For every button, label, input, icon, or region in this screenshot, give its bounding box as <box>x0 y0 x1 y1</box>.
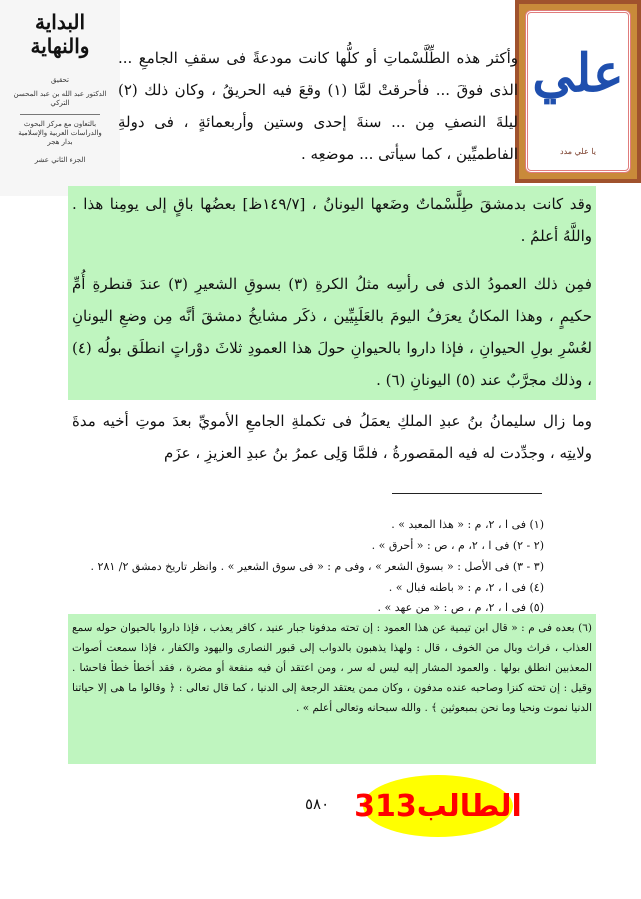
ornament-frame <box>525 10 631 173</box>
ornament-calligraphy-text: علي <box>532 43 624 104</box>
cover-line-3: بالتعاون مع مركز البحوث والدراسات العربية والإسلامية بدار هجر <box>18 120 102 146</box>
cover-title: البداية والنهاية <box>30 10 90 58</box>
footnote-divider <box>392 493 542 494</box>
page-number: ٥٨٠ <box>305 795 330 813</box>
cover-line-1: تحقيق <box>51 76 69 84</box>
footnote-2: (٢ - ٢) فى ا ، ٢، م ، ص : « أحرق » . <box>371 539 544 552</box>
body-paragraph-2: وقد كانت بدمشقَ طِلَّسْماتٌ وضَعها اليونانُ ، [١٤٩/٧ظ] بعضُها باقٍ إلى يومِنا هذا . واللَّهُ أعلمُ . <box>72 195 592 245</box>
footnote-5: (٥) فى ا ، ٢، م ، ص : « من عهد » . <box>377 601 544 614</box>
watermark-badge: الطالب313 <box>363 775 513 837</box>
body-paragraph-4: وما زال سليمانُ بنُ عبدِ الملكِ يعمَلُ فى تكملةِ الجامعِ الأمويِّ بعدَ موتِ أخيه مدةَ ولايتِه ، وجدِّدت له فيه المقصورةُ ، فلمَّا وَلِى عمرُ بنُ عبدِ العزيزِ ، عزَم <box>72 412 592 462</box>
calligraphy-ornament <box>515 0 641 183</box>
cover-divider <box>20 114 100 115</box>
cover-line-2: الدكتور عبد الله بن عبد المحسن التركي <box>13 90 107 107</box>
footnote-6: (٦) بعده فى م : « قال ابن تيمية عن هذا العمود : إن تحته مدفونا جبار عنيد ، كافر يعذب ، فإذا داروا بالحيوان حوله سمع العذاب ، فراث وبال من الخوف ، قال : ولهذا يذهبون بالدواب إلى قبور النصارى واليهود والكفار ، فإذا سمعت أصوات المعذبين انطلق بولها . والعمود المشار إليه ليس له سر ، ومن اعتقد أن فيه منفعة أو مضرة ، فقد أخطأ خطأ فاحشا . وقيل : إن تحته كنزا وصاحبه عنده مدفون ، وكان ممن يعتقد الرجعة إلى الدنيا ، كما قال تعالى : ﴿ وقالوا ما هى إلا حياتنا الدنيا نموت ونحيا وما نحن بمبعوثين ﴾ . والله سبحانه وتعالى أعلم » . <box>72 622 592 714</box>
footnote-4: (٤) فى ا ، ٢، م : « باطنه فبال » . <box>388 581 544 594</box>
cover-line-4: الجزء الثاني عشر <box>34 156 86 164</box>
body-paragraph-3: فمِن ذلك العمودُ الذى فى رأسِه مثلُ الكرةِ (٣) بسوقِ الشعيرِ (٣) عندَ قنطرةِ أُمِّ حكيمٍ ، وهذا المكانُ يعرَفُ اليومَ بالعَلَبِيِّين ، ذكَر مشايخُ دمشقَ أنَّه مِن وضعِ اليونانِ لعُسْرِ بولِ الحيوانِ ، فإذا داروا بالحيوانِ حولَ هذا العمودِ ثلاثَ دوْراتٍ انطلَق بولُه (٤) ، وذلك مجرَّبٌ عند (٥) اليونانِ (٦) . <box>72 275 592 389</box>
footnote-1: (١) فى ا ، ٢، م : « هذا المعبد » . <box>391 518 544 531</box>
book-cover-thumbnail <box>0 0 120 196</box>
ornament-subtext: يا علي مدد <box>560 147 596 156</box>
footnote-3: (٣ - ٣) فى الأصل : « بسوق الشعر » ، وفى م : « فى سوق الشعير » . وانظر تاريخ دمشق ٢/ ٢٨١ . <box>90 560 544 573</box>
body-paragraph-1: وأكثر هذه الطِّلَّسْماتِ أو كلُّها كانت مودعةً فى سقفِ الجامعِ ... الذى فوقَ ... فأحرقتْ لمَّا (١) وقعَ فيه الحريقُ ، وكان ذلك (٢) ليلةَ النصفِ مِن ... سنةَ إحدى وستين وأربعمائةٍ ، فى دولةِ الفاطميِّين ، كما سيأتى ... موضعِه . <box>118 49 518 163</box>
